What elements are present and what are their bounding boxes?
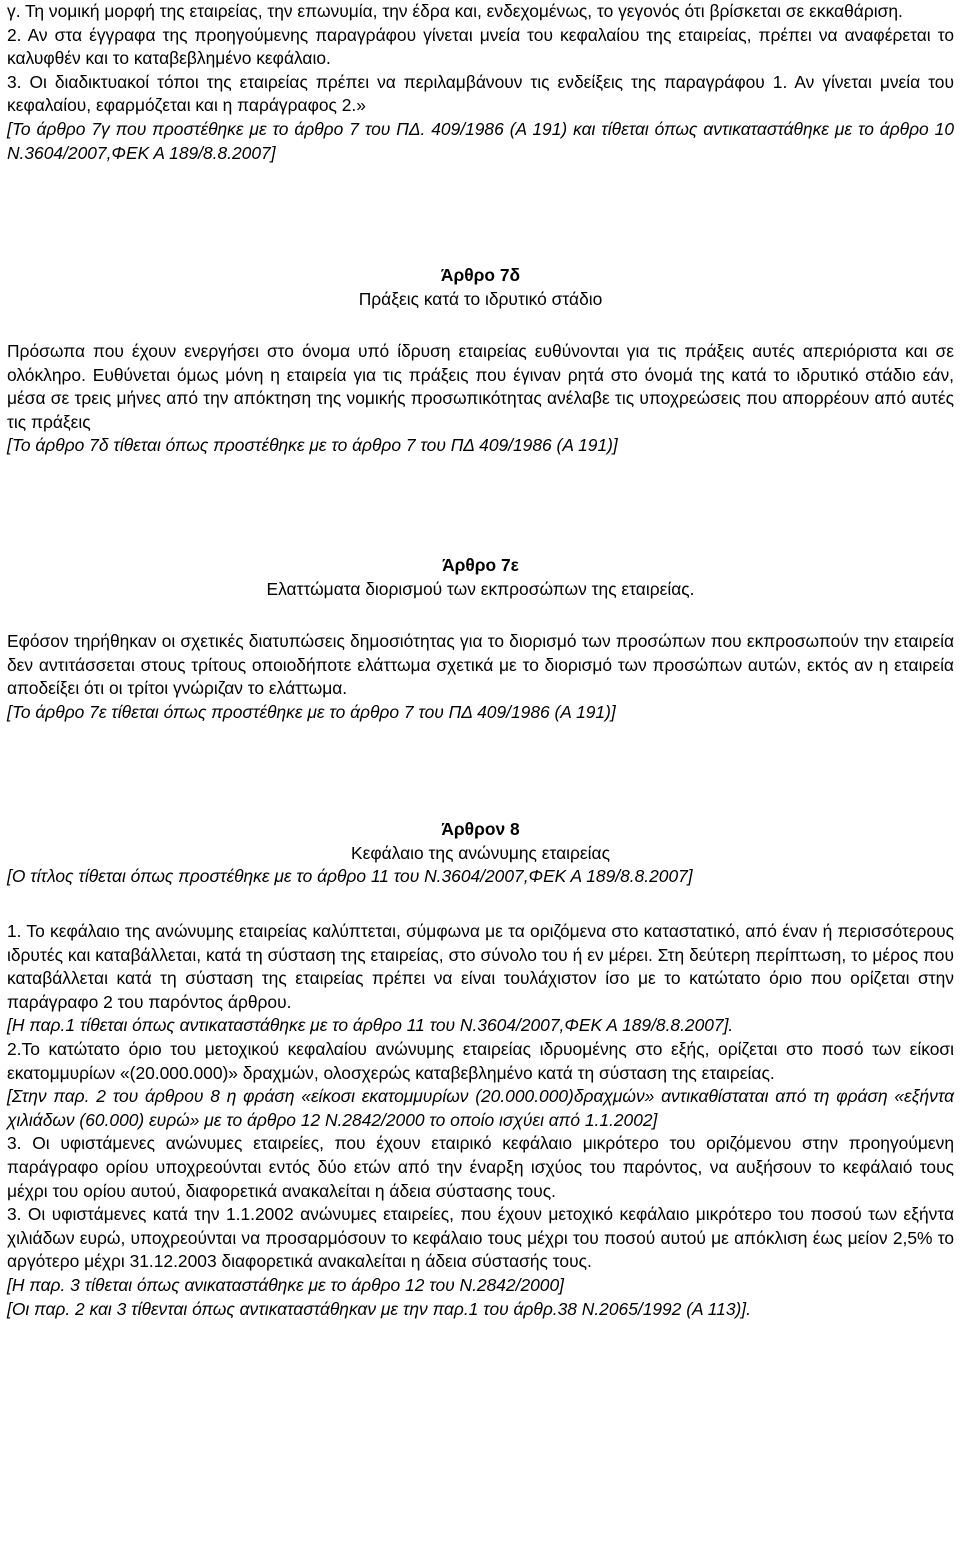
intro-paragraph-3: 3. Οι διαδικτυακοί τόποι της εταιρείας πρέπει να περιλαμβάνουν τις ενδείξεις της παραγράφου 1. Αν γίνεται μνεία του κεφαλαίου, εφαρμόζεται και η παράγραφος 2.» [7,71,954,116]
article-7d-body: Πρόσωπα που έχουν ενεργήσει στο όνομα υπό ίδρυση εταιρείας ευθύνονται για τις πράξεις αυτές απεριόριστα και σε ολόκληρο. Ευθύνεται όμως μόνη η εταιρεία για τις πράξεις που έγιναν ρητά στο όνομά της κατά το ιδρυτικό στάδιο εάν, μέσα σε τρεις μήνες από την απόκτηση της νομικής προσωπικότητας ανέλαβε τις υποχρεώσεις που απορρέουν από αυτές τις πράξεις [7,341,954,432]
intro-amendment-note: [Το άρθρο 7γ που προστέθηκε με το άρθρο 7 του ΠΔ. 409/1986 (Α 191) και τίθεται όπως αντικαταστάθηκε με το άρθρο 10 Ν.3604/2007,ΦΕΚ Α 189/8.8.2007] [7,118,954,163]
article-8-paragraph-3-old: 3. Οι υφιστάμενες ανώνυμες εταιρείες, που έχουν εταιρικό κεφάλαιο μικρότερο του οριζόμενου στην προηγούμενη παράγραφο ορίου υποχρεούνται εντός δύο ετών από την έναρξη ισχύος του παρόντος, να αυξήσουν το κεφάλαιό τους μέχρι του ορίου αυτού, διαφορετικά ανακαλείται η άδεια σύστασης τους. [7,1133,954,1201]
article-7d-subtitle: Πράξεις κατά το ιδρυτικό στάδιο [358,288,603,309]
article-7e [7,554,954,601]
article-7d-title: Άρθρο 7δ [440,265,521,285]
article-7e-subtitle: Ελαττώματα διορισμού των εκπροσώπων της εταιρείας. [266,578,695,599]
intro-section [7,0,954,165]
intro-paragraph-2: 2. Αν στα έγγραφα της προηγούμενης παραγράφου γίνεται μνεία του κεφαλαίου της εταιρείας, πρέπει να αναφέρεται το καλυφθέν και το καταβεβλημένο κεφάλαιο. [7,24,954,69]
article-8-content [7,920,954,1321]
article-8-paragraph-2-note: [Στην παρ. 2 του άρθρου 8 η φράση «είκοσι εκατομμυρίων (20.000.000)δραχμών» αντικαθίσταται από τη φράση «εξήντα χιλιάδων (60.000) ευρώ» με το άρθρο 12 Ν.2842/2000 το οποίο ισχύει από 1.1.2002] [7,1086,954,1130]
article-8-paragraph-3-new: 3. Οι υφιστάμενες κατά την 1.1.2002 ανώνυμες εταιρείες, που έχουν μετοχικό κεφάλαιο μικρότερο του ποσού των εξήντα χιλιάδων ευρώ, υποχρεούνται να προσαρμόσουν το κεφάλαιο τους μέχρι του ποσού αυτού με απόκλιση έως μείον 2,5% το αργότερο μέχρι 31.12.2003 διαφορετικά ανακαλείται η άδεια σύστασής τους. [7,1204,954,1272]
article-7d-content [7,340,954,458]
article-7e-title: Άρθρο 7ε [442,555,519,575]
article-8-paragraph-2: 2.Το κατώτατο όριο του μετοχικού κεφαλαίου ανώνυμης εταιρείας ιδρυομένης στο εξής, ορίζεται στο ποσό των είκοσι εκατομμυρίων «(20.000.000)» δραχμών, ολοσχερώς καταβεβλημένο κατά τη σύσταση της εταιρείας. [7,1038,954,1083]
article-7e-body: Εφόσον τηρήθηκαν οι σχετικές διατυπώσεις δημοσιότητας για το διορισμό των προσώπων που εκπροσωπούν την εταιρεία δεν αντιτάσσεται στους τρίτους οποιοδήποτε ελάττωμα σχετικά με το διορισμό των προσώπων αυτών, εκτός αν η εταιρεία αποδείξει ότι οι τρίτοι γνώριζαν το ελάττωμα. [7,631,954,699]
article-8 [7,818,954,889]
article-8-subtitle: Κεφάλαιο της ανώνυμης εταιρείας [351,842,610,863]
article-7e-note: [Το άρθρο 7ε τίθεται όπως προστέθηκε με το άρθρο 7 του ΠΔ 409/1986 (Α 191)] [7,701,616,722]
article-8-final-note: [Οι παρ. 2 και 3 τίθενται όπως αντικαταστάθηκαν με την παρ.1 του άρθρ.38 Ν.2065/1992 (Α 113)]. [7,1298,751,1319]
article-8-paragraph-1-note: [Η παρ.1 τίθεται όπως αντικαταστάθηκε με το άρθρο 11 του Ν.3604/2007,ΦΕΚ Α 189/8.8.2007]. [7,1015,734,1036]
article-7d-note: [Το άρθρο 7δ τίθεται όπως προστέθηκε με το άρθρο 7 του ΠΔ 409/1986 (Α 191)] [7,435,618,456]
article-7d [7,264,954,311]
article-8-title: Άρθρον 8 [441,819,520,839]
article-8-paragraph-3-note: [Η παρ. 3 τίθεται όπως ανικαταστάθηκε με το άρθρο 12 του Ν.2842/2000] [7,1274,564,1295]
intro-paragraph-g: γ. Τη νομική μορφή της εταιρείας, την επωνυμία, την έδρα και, ενδεχομένως, το γεγονός ότι βρίσκεται σε εκκαθάριση. [7,1,903,21]
article-8-title-note: [Ο τίτλος τίθεται όπως προστέθηκε με το άρθρο 11 του Ν.3604/2007,ΦΕΚ Α 189/8.8.2007] [7,866,693,887]
article-7e-content [7,630,954,724]
article-8-paragraph-1: 1. Το κεφάλαιο της ανώνυμης εταιρείας καλύπτεται, σύμφωνα με τα οριζόμενα στο καταστατικό, από έναν ή περισσότερους ιδρυτές και καταβάλλεται, κατά τη σύσταση της εταιρείας, στο σύνολο του ή εν μέρει. Στη δεύτερη περίπτωση, το μέρος που καταβάλλεται κατά τη σύσταση της εταιρείας πρέπει να είναι τουλάχιστον ίσο με το κατώτατο όριο που ορίζεται στην παράγραφο 2 του παρόντος άρθρου. [7,921,954,1012]
